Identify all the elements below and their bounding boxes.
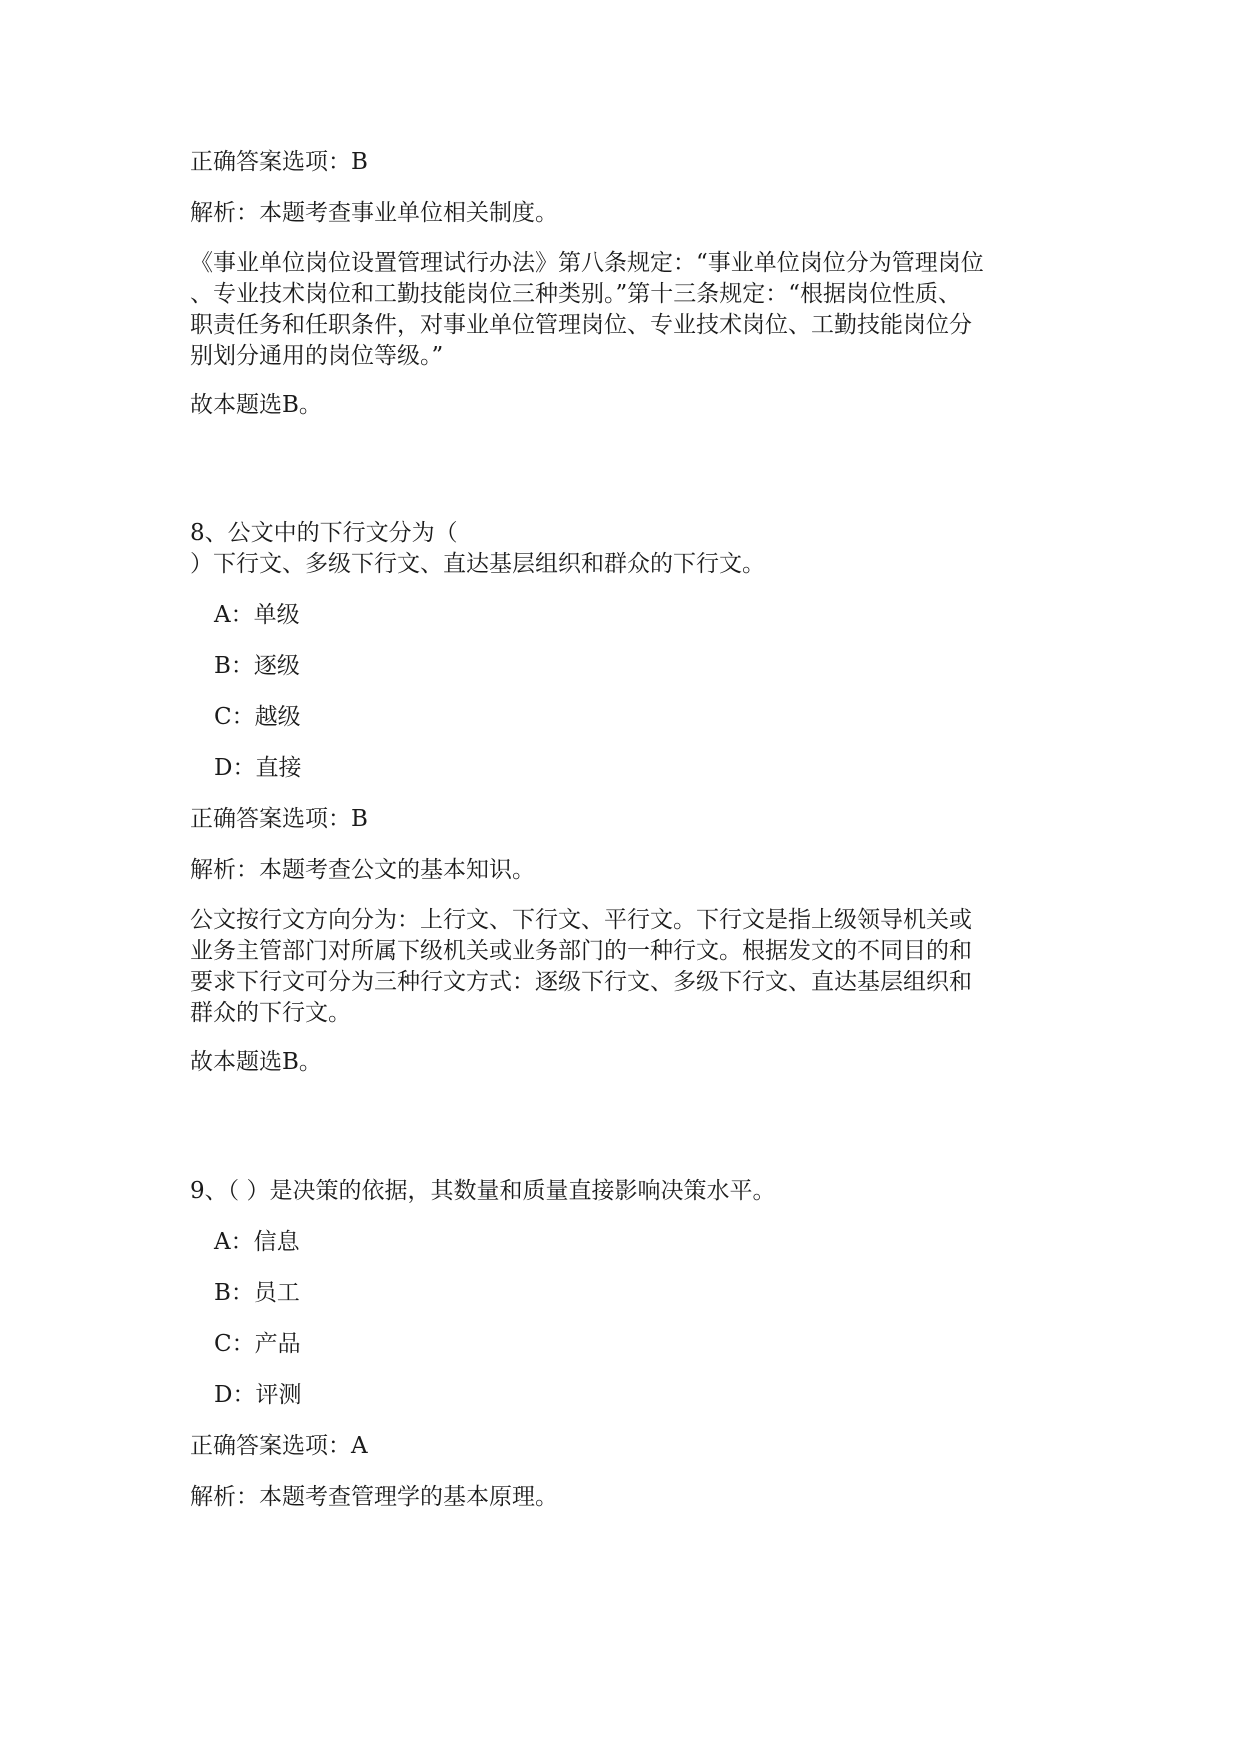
answer-line: 正确答案选项：B: [190, 149, 368, 175]
explanation-line: 要求下行文可分为三种行文方式：逐级下行文、多级下行文、直达基层组织和: [190, 969, 972, 995]
document-page: [190, 146, 1070, 1514]
question-text: 9、（ ）是决策的依据，其数量和质量直接影响决策水平。: [190, 1178, 776, 1204]
analysis-line: 解析：本题考查公文的基本知识。: [190, 857, 535, 883]
option-d: D：直接: [214, 755, 302, 781]
option-d: D：评测: [214, 1382, 302, 1408]
question-text: [190, 518, 1070, 580]
question-8: [190, 518, 1070, 1079]
analysis-line: 解析：本题考查管理学的基本原理。: [190, 1484, 558, 1510]
analysis-line: 解析：本题考查事业单位相关制度。: [190, 200, 558, 226]
question-line: 8、公文中的下行文分为（: [190, 520, 458, 546]
question-9: [190, 1175, 1070, 1514]
explanation-line: 《事业单位岗位设置管理试行办法》第八条规定：“事业单位岗位分为管理岗位: [190, 250, 984, 276]
answer-line: 正确答案选项：B: [190, 806, 368, 832]
question-line: ）下行文、多级下行文、直达基层组织和群众的下行文。: [190, 551, 765, 577]
conclusion-line: 故本题选B。: [190, 1049, 322, 1075]
explanation-line: 公文按行文方向分为：上行文、下行文、平行文。下行文是指上级领导机关或: [190, 907, 972, 933]
option-a: A：信息: [214, 1229, 300, 1255]
option-b: B：员工: [214, 1280, 300, 1306]
conclusion-line: 故本题选B。: [190, 392, 322, 418]
explanation-paragraph: [190, 248, 1070, 372]
option-b: B：逐级: [214, 653, 300, 679]
explanation-paragraph: [190, 905, 1070, 1029]
explanation-line: 职责任务和任职条件，对事业单位管理岗位、专业技术岗位、工勤技能岗位分: [190, 312, 972, 338]
explanation-line: 群众的下行文。: [190, 1000, 351, 1026]
explanation-line: 业务主管部门对所属下级机关或业务部门的一种行文。根据发文的不同目的和: [190, 938, 972, 964]
option-a: A：单级: [214, 602, 300, 628]
answer-line: 正确答案选项：A: [190, 1433, 368, 1459]
explanation-line: 、专业技术岗位和工勤技能岗位三种类别。”第十三条规定：“根据岗位性质、: [190, 281, 962, 307]
option-c: C：产品: [214, 1331, 301, 1357]
option-c: C：越级: [214, 704, 301, 730]
explanation-line: 别划分通用的岗位等级。”: [190, 343, 444, 369]
question-7-tail: [190, 146, 1070, 422]
